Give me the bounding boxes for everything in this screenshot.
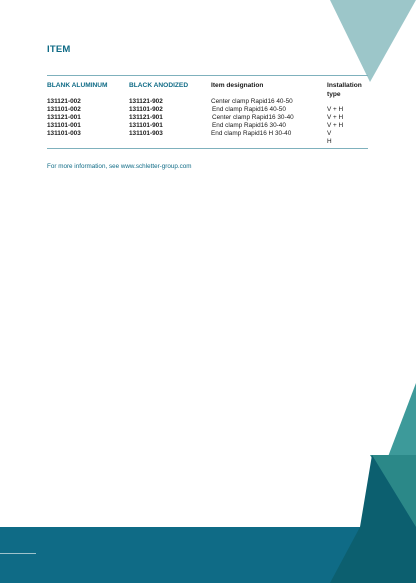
- table-cell: 131101-902: [129, 106, 163, 113]
- table-cell: End clamp Rapid16 30-40: [212, 122, 286, 129]
- header-top-rule: [47, 75, 368, 76]
- footer-line: [0, 553, 36, 554]
- table-cell: 131101-903: [129, 130, 163, 137]
- footer-band: [0, 527, 416, 583]
- table-cell: Center clamp Rapid16 30-40: [212, 114, 294, 121]
- table-cell: 131101-003: [47, 130, 81, 137]
- table-cell: 131101-001: [47, 122, 81, 129]
- table-cell: 131121-002: [47, 98, 81, 105]
- top-right-triangle: [330, 0, 416, 82]
- table-cell: Center clamp Rapid16 40-50: [211, 98, 293, 105]
- table-cell: 131121-901: [129, 114, 163, 121]
- table-cell: End clamp Rapid16 H 30-40: [211, 130, 292, 137]
- table-cell: V: [327, 130, 332, 137]
- column-header-installation-type: Installation type: [327, 82, 362, 98]
- table-cell: 131101-002: [47, 106, 81, 113]
- page-title: ITEM: [47, 44, 71, 55]
- right-triangle-dark: [370, 455, 416, 530]
- table-cell: End clamp Rapid16 40-50: [212, 106, 286, 113]
- column-header-blank-aluminum: BLANK ALUMINUM: [47, 82, 108, 89]
- table-cell: V + H: [327, 114, 344, 121]
- table-cell: 131101-901: [129, 122, 163, 129]
- table-cell: V + H: [327, 106, 344, 113]
- column-header-black-anodized: BLACK ANODIZED: [129, 82, 189, 89]
- table-cell: 131121-902: [129, 98, 163, 105]
- table-bottom-rule: [47, 148, 368, 149]
- table-cell: V + H: [327, 122, 344, 129]
- more-info-text: For more information, see www.schletter-group.com: [47, 163, 192, 170]
- footer-triangle-overlay: [330, 455, 416, 583]
- table-cell: H: [327, 138, 332, 145]
- table-cell: 131121-001: [47, 114, 81, 121]
- right-triangle-mid: [340, 383, 416, 583]
- column-header-item-designation: Item designation: [211, 82, 264, 89]
